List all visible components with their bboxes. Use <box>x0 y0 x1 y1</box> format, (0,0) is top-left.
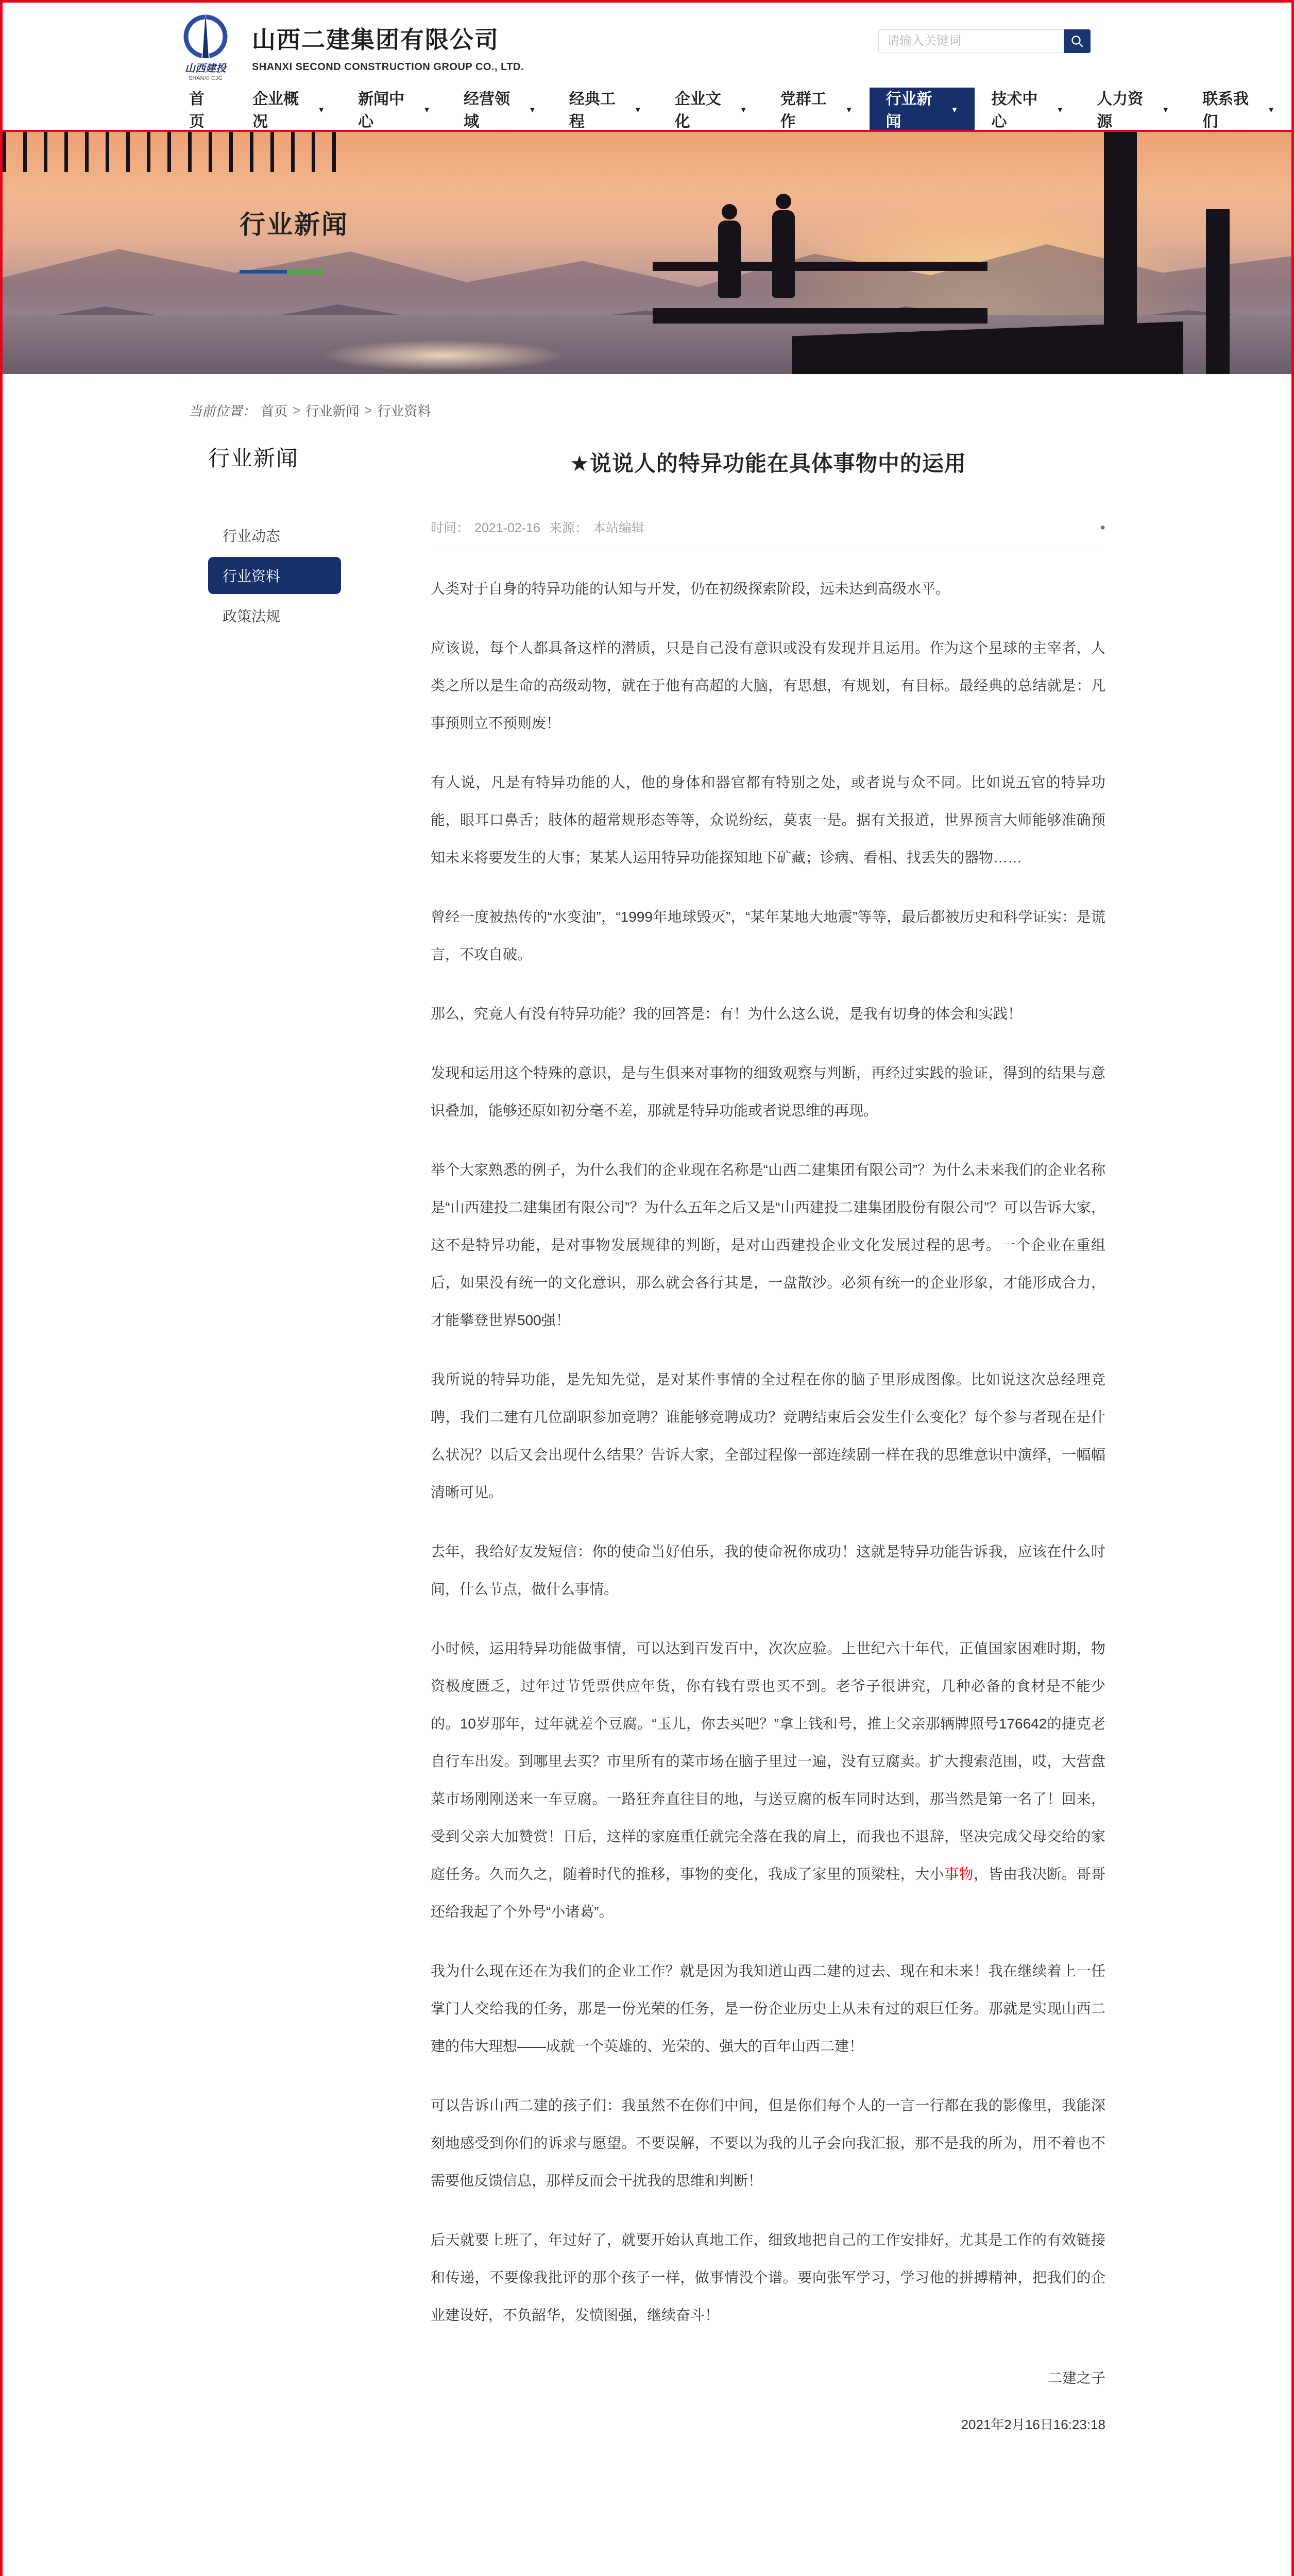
search-icon <box>1070 35 1084 48</box>
chevron-down-icon: ▼ <box>1056 105 1064 114</box>
article-body <box>431 570 1105 2334</box>
article-paragraph: 举个大家熟悉的例子，为什么我们的企业现在名称是“山西二建集团有限公司”？为什么未来我们的企业名称是“山西建投二建集团有限公司”？为什么五年之后又是“山西建投二建集团股份有限公司”？可以告诉大家，这不是特异功能，是对事物发展规律的判断，是对山西建投企业文化发展过程的思考。一个企业在重组后，如果没有统一的文化意识，那么就会各行其是，一盘散沙。必须有统一的企业形象，才能形成合力，才能攀登世界500强！ <box>431 1162 1105 1328</box>
paragraph-text: 小时候，运用特异功能做事情，可以达到百发百中，次次应验。上世纪六十年代，正值国家困难时期，物资极度匮乏，过年过节凭票供应年货，你有钱有票也买不到。老爷子很讲究，几种必备的食材是不能少的。10岁那年，过年就差个豆腐。“玉儿，你去买吧？”拿上钱和号，推上父亲那辆牌照号176642的捷克老自行车出发。到哪里去买？市里所有的菜市场在脑子里过一遍，没有豆腐卖。扩大搜索范围，哎，大营盘菜市场刚刚送来一车豆腐。一路狂奔直往目的地，与送豆腐的板车同时达到，那当然是第一名了！回来，受到父亲大加赞赏！日后，这样的家庭重任就完全落在我的肩上，而我也不退辞，坚决完成父母交给的家庭任务。久而久之，随着时代的推移，事物的变化，我成了家里的顶梁柱，大小 <box>431 1640 1105 1882</box>
nav-label: 首页 <box>189 91 205 130</box>
banner-structure-beam <box>653 262 987 271</box>
article-datetime: 2021年2月16日16:23:18 <box>961 2417 1105 2432</box>
sidebar <box>189 442 431 637</box>
sidebar-item-industry-dynamics[interactable]: 行业动态 <box>223 528 281 544</box>
meta-time-value: 2021-02-16 <box>474 521 540 535</box>
article-title: ★说说人的特异功能在具体事物中的运用 <box>570 451 966 476</box>
article-paragraph: 去年，我给好友发短信：你的使命当好伯乐，我的使命祝你成功！这就是特异功能告诉我，应该在什么时间，什么节点，做什么事情。 <box>431 1544 1105 1597</box>
nav-item-company-overview[interactable] <box>236 88 342 130</box>
breadcrumb-label: 当前位置： <box>189 403 256 419</box>
svg-text:山西建投: 山西建投 <box>185 63 226 74</box>
nav-label: 企业概况 <box>252 91 299 130</box>
chevron-down-icon: ▼ <box>845 105 853 114</box>
article-paragraph: 那么，究竟人有没有特异功能？我的回答是：有！为什么这么说，是我有切身的体会和实践！ <box>431 1006 1023 1022</box>
paragraph-text: ，皆由我决断。哥哥还给我起了个外号“小诸葛”。 <box>431 1866 1105 1920</box>
article-paragraph: 可以告诉山西二建的孩子们：我虽然不在你们中间，但是你们每个人的一言一行都在我的影像里，我能深刻地感受到你们的诉求与愿望。不要误解，不要以为我的儿子会向我汇报，那不是我的所为，用不着也不需要他反馈信息，那样反而会干扰我的思维和判断！ <box>431 2097 1105 2189</box>
nav-label: 行业新闻 <box>886 91 932 130</box>
breadcrumb-separator: > <box>293 402 301 418</box>
chevron-down-icon: ▼ <box>423 105 431 114</box>
search-button[interactable] <box>1064 29 1091 53</box>
nav-label: 技术中心 <box>991 91 1038 130</box>
meta-dot-icon: ● <box>1100 521 1105 532</box>
sidebar-item-industry-materials[interactable]: 行业资料 <box>208 557 341 594</box>
nav-item-business-areas[interactable] <box>447 88 553 130</box>
nav-item-news-center[interactable] <box>342 88 447 130</box>
company-name-en: SHANXI SECOND CONSTRUCTION GROUP CO., LTD. <box>252 61 524 73</box>
article-paragraph: 后天就要上班了，年过好了，就要开始认真地工作，细致地把自己的工作安排好，尤其是工作的有效链接和传递，不要像我批评的那个孩子一样，做事情没个谱。要向张军学习，学习他的拼搏精神，把我们的企业建设好，不负韶华，发愤图强，继续奋斗！ <box>431 2232 1105 2323</box>
nav-label: 人力资源 <box>1097 91 1144 130</box>
sidebar-item-policies-regulations[interactable]: 政策法规 <box>223 608 281 624</box>
banner-structure-railing <box>3 132 337 172</box>
meta-time-label: 时间： <box>431 521 470 535</box>
article-paragraph: 发现和运用这个特殊的意识，是与生俱来对事物的细致观察与判断，再经过实践的验证，得到的结果与意识叠加，能够还原如初分毫不差，那就是特异功能或者说思维的再现。 <box>431 1065 1105 1118</box>
nav-item-contact-us[interactable] <box>1186 88 1291 130</box>
nav-item-party-work[interactable] <box>764 88 870 130</box>
nav-label: 企业文化 <box>674 91 721 130</box>
chevron-down-icon: ▼ <box>528 105 536 114</box>
spacer <box>3 2433 1291 2576</box>
nav-item-corporate-culture[interactable] <box>658 88 764 130</box>
nav-label: 新闻中心 <box>358 91 405 130</box>
content <box>189 442 1105 2433</box>
company-name: 山西二建集团有限公司 <box>252 26 499 53</box>
article-signature: 二建之子 <box>1047 2370 1105 2386</box>
breadcrumb-industry-materials-link[interactable]: 行业资料 <box>377 403 431 419</box>
meta-source-value: 本站编辑 <box>592 521 644 535</box>
banner-title-underline <box>240 270 323 274</box>
nav-item-human-resources[interactable] <box>1080 88 1186 130</box>
article-paragraph: 曾经一度被热传的“水变油”，“1999年地球毁灭”，“某年某地大地震”等等，最后都被历史和科学证实：是谎言，不攻自破。 <box>431 909 1105 962</box>
company-logo-icon <box>173 10 239 81</box>
nav-label: 经营领域 <box>463 91 510 130</box>
sidebar-title: 行业新闻 <box>208 446 299 470</box>
article-meta-left <box>431 518 650 536</box>
svg-text:SHANXI CJG: SHANXI CJG <box>188 75 223 81</box>
banner-title: 行业新闻 <box>240 210 349 239</box>
chevron-down-icon: ▼ <box>950 105 959 114</box>
meta-source-label: 来源： <box>549 521 588 535</box>
main-nav <box>3 88 1291 130</box>
hero-banner <box>3 132 1291 374</box>
breadcrumb <box>189 401 1105 420</box>
article-paragraph: 应该说，每个人都具备这样的潜质，只是自己没有意识或没有发现并且运用。作为这个星球的主宰者，人类之所以是生命的高级动物，就在于他有高超的大脑，有思想，有规划，有目标。最经典的总结就是：凡事预则立不预则废！ <box>431 640 1105 731</box>
nav-label: 党群工作 <box>780 91 827 130</box>
chevron-down-icon: ▼ <box>317 105 326 114</box>
chevron-down-icon: ▼ <box>1267 105 1275 114</box>
search-input[interactable] <box>878 29 1064 53</box>
brand-text <box>252 10 524 73</box>
breadcrumb-industry-news-link[interactable]: 行业新闻 <box>305 403 360 419</box>
banner-structure-deck <box>653 308 987 324</box>
highlighted-word: 事物 <box>944 1866 974 1882</box>
article-paragraph: 有人说，凡是有特异功能的人，他的身体和器官都有特别之处，或者说与众不同。比如说五官的特异功能，眼耳口鼻舌；肢体的超常规形态等等，众说纷纭，莫衷一是。据有关报道，世界预言大师能够准确预知未来将要发生的大事；某某人运用特异功能探知地下矿藏；诊病、看相、找丢失的器物…… <box>431 774 1105 866</box>
nav-item-technology-center[interactable] <box>975 88 1080 130</box>
chevron-down-icon: ▼ <box>634 105 642 114</box>
breadcrumb-home-link[interactable]: 首页 <box>261 403 288 419</box>
article-paragraph: 人类对于自身的特异功能的认知与开发，仍在初级探索阶段，远未达到高级水平。 <box>431 581 950 597</box>
search-bar <box>878 29 1091 53</box>
nav-item-industry-news[interactable] <box>870 88 975 130</box>
person-silhouette <box>770 194 797 298</box>
nav-item-classic-projects[interactable] <box>553 88 658 130</box>
site-header <box>3 3 1291 88</box>
banner-caption <box>240 204 349 274</box>
nav-label: 联系我们 <box>1202 91 1249 130</box>
article-meta <box>431 518 1105 536</box>
person-silhouette <box>716 204 743 298</box>
sidebar-menu <box>208 517 431 634</box>
nav-label: 经典工程 <box>569 91 616 130</box>
chevron-down-icon: ▼ <box>1162 105 1170 114</box>
banner-structure-pillar <box>1206 209 1230 374</box>
article-paragraph: 我所说的特异功能，是先知先觉，是对某件事情的全过程在你的脑子里形成图像。比如说这次总经理竞聘，我们二建有几位副职参加竞聘？谁能够竞聘成功？竞聘结束后会发生什么变化？每个参与者现在是什么状况？以后又会出现什么结果？告诉大家，全部过程像一部连续剧一样在我的思维意识中演绎，一幅幅清晰可见。 <box>431 1371 1105 1500</box>
chevron-down-icon: ▼ <box>739 105 747 114</box>
article-paragraph <box>431 1630 1105 1930</box>
brand[interactable] <box>173 10 524 81</box>
article <box>431 442 1105 2433</box>
banner-lake <box>322 340 564 371</box>
breadcrumb-separator: > <box>364 402 372 418</box>
article-paragraph: 我为什么现在还在为我们的企业工作？就是因为我知道山西二建的过去、现在和未来！我在继续着上一任掌门人交给我的任务，那是一份光荣的任务，是一份企业历史上从未有过的艰巨任务。那就是实现山西二建的伟大理想——成就一个英雄的、光荣的、强大的百年山西二建！ <box>431 1963 1105 2054</box>
nav-item-home[interactable] <box>173 88 236 130</box>
